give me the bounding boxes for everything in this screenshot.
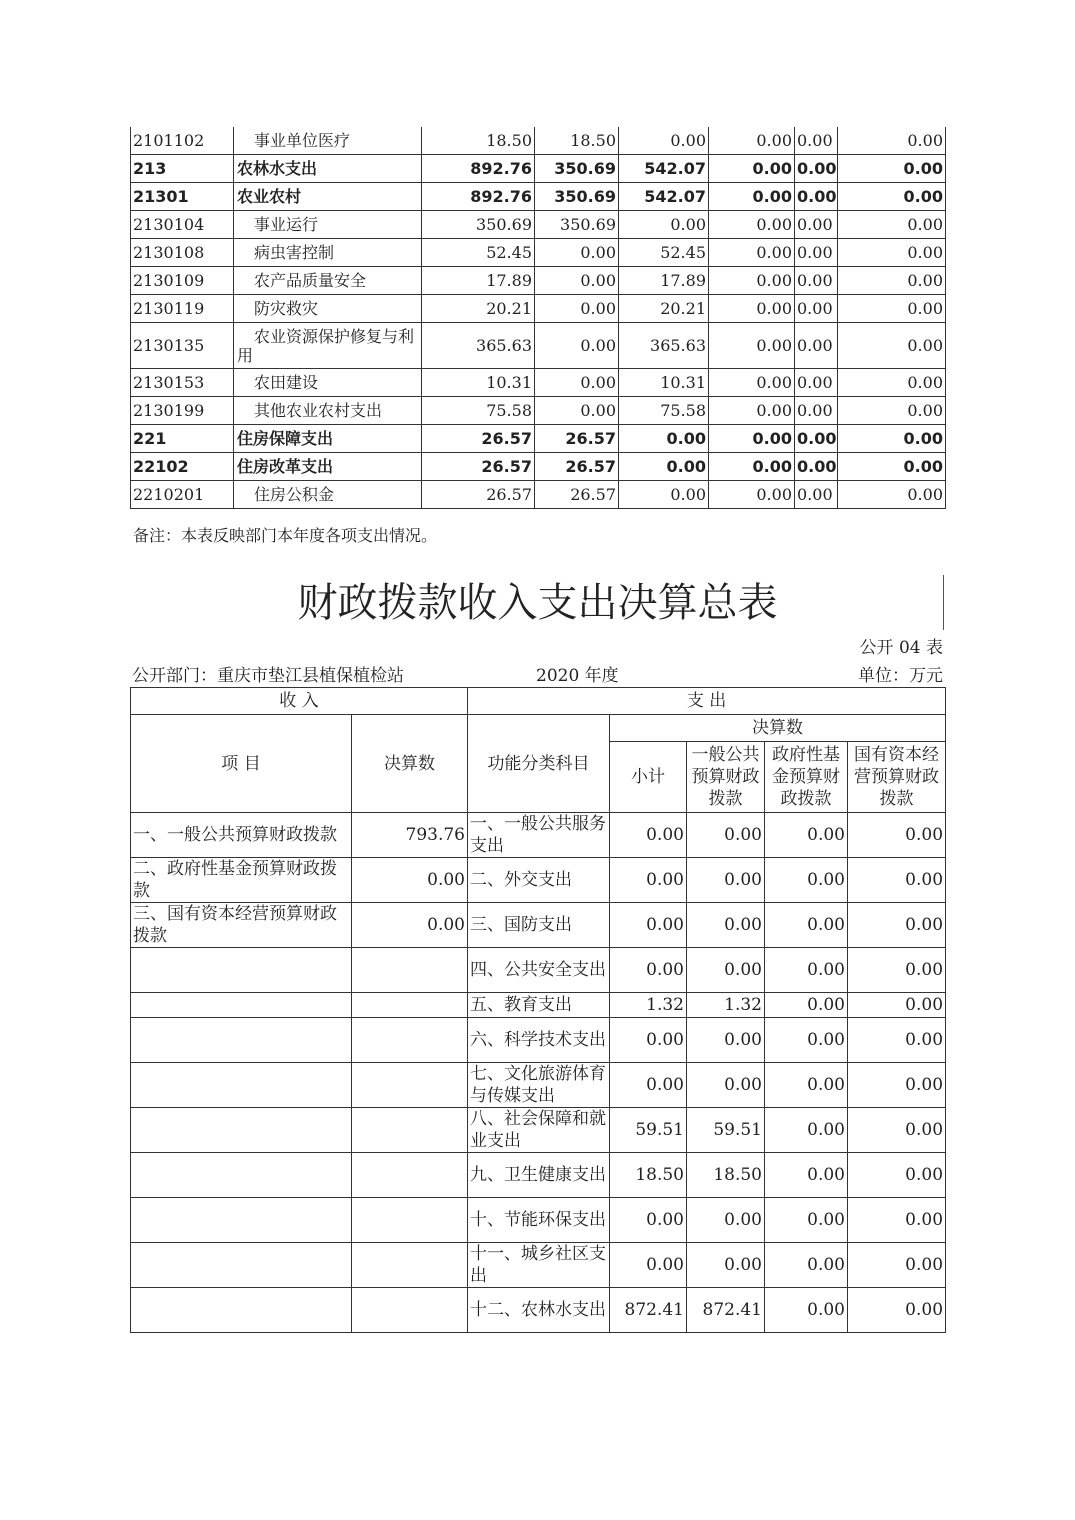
row-value: 0.00 bbox=[709, 397, 795, 425]
row-code: 2130153 bbox=[131, 369, 234, 397]
row-project: 542.07 bbox=[619, 155, 709, 183]
table-row bbox=[131, 1018, 946, 1063]
table-row bbox=[131, 1198, 946, 1243]
fund-budget-value: 0.00 bbox=[765, 813, 848, 858]
row-basic: 350.69 bbox=[535, 211, 619, 239]
row-value: 0.00 bbox=[795, 239, 838, 267]
general-budget-value: 0.00 bbox=[687, 858, 765, 903]
row-name: 事业运行 bbox=[234, 211, 422, 239]
subtotal-value: 0.00 bbox=[610, 948, 687, 993]
row-basic: 26.57 bbox=[535, 453, 619, 481]
row-value: 0.00 bbox=[838, 127, 946, 155]
subtotal-value: 0.00 bbox=[610, 1243, 687, 1288]
income-amount bbox=[352, 1243, 468, 1288]
col-general-header: 一般公共预算财政拨款 bbox=[687, 742, 765, 813]
fund-budget-value: 0.00 bbox=[765, 1063, 848, 1108]
col-subtotal-header: 小计 bbox=[610, 742, 687, 813]
fund-budget-value: 0.00 bbox=[765, 993, 848, 1018]
row-basic: 26.57 bbox=[535, 425, 619, 453]
table-row bbox=[131, 127, 946, 155]
income-amount bbox=[352, 1153, 468, 1198]
row-code: 2130135 bbox=[131, 323, 234, 369]
table-row bbox=[131, 369, 946, 397]
row-value: 0.00 bbox=[838, 239, 946, 267]
row-value: 0.00 bbox=[838, 397, 946, 425]
row-code: 2210201 bbox=[131, 481, 234, 509]
page-title: 财政拨款收入支出决算总表 bbox=[297, 580, 778, 626]
row-name: 病虫害控制 bbox=[234, 239, 422, 267]
table-row bbox=[131, 1108, 946, 1153]
row-total: 365.63 bbox=[422, 323, 535, 369]
soe-budget-value: 0.00 bbox=[848, 1198, 946, 1243]
table-row bbox=[131, 397, 946, 425]
soe-budget-value: 0.00 bbox=[848, 1063, 946, 1108]
table-row bbox=[131, 813, 946, 858]
income-item bbox=[131, 993, 352, 1018]
income-item bbox=[131, 1018, 352, 1063]
row-name: 农田建设 bbox=[234, 369, 422, 397]
row-name: 农业农村 bbox=[234, 183, 422, 211]
row-value: 0.00 bbox=[795, 425, 838, 453]
subtotal-value: 59.51 bbox=[610, 1108, 687, 1153]
general-budget-value: 872.41 bbox=[687, 1288, 765, 1333]
table-row bbox=[131, 481, 946, 509]
row-code: 2130199 bbox=[131, 397, 234, 425]
row-total: 75.58 bbox=[422, 397, 535, 425]
row-total: 350.69 bbox=[422, 211, 535, 239]
soe-budget-value: 0.00 bbox=[848, 1018, 946, 1063]
table-row bbox=[131, 211, 946, 239]
table-row bbox=[131, 183, 946, 211]
soe-budget-value: 0.00 bbox=[848, 858, 946, 903]
row-basic: 350.69 bbox=[535, 183, 619, 211]
fund-budget-value: 0.00 bbox=[765, 1243, 848, 1288]
col-function-header: 功能分类科目 bbox=[468, 715, 610, 813]
row-basic: 0.00 bbox=[535, 267, 619, 295]
fund-budget-value: 0.00 bbox=[765, 1198, 848, 1243]
fund-budget-value: 0.00 bbox=[765, 948, 848, 993]
fiscal-summary-table bbox=[130, 687, 946, 1333]
row-value: 0.00 bbox=[838, 481, 946, 509]
row-basic: 0.00 bbox=[535, 397, 619, 425]
row-project: 365.63 bbox=[619, 323, 709, 369]
function-category: 十一、城乡社区支出 bbox=[468, 1243, 610, 1288]
income-item bbox=[131, 1198, 352, 1243]
row-project: 20.21 bbox=[619, 295, 709, 323]
row-total: 18.50 bbox=[422, 127, 535, 155]
row-value: 0.00 bbox=[795, 481, 838, 509]
row-project: 0.00 bbox=[619, 481, 709, 509]
income-item bbox=[131, 1243, 352, 1288]
row-value: 0.00 bbox=[709, 323, 795, 369]
row-value: 0.00 bbox=[838, 323, 946, 369]
row-value: 0.00 bbox=[709, 127, 795, 155]
table-row bbox=[131, 295, 946, 323]
col-fund-header: 政府性基金预算财政拨款 bbox=[765, 742, 848, 813]
general-budget-value: 0.00 bbox=[687, 1243, 765, 1288]
row-value: 0.00 bbox=[709, 369, 795, 397]
row-value: 0.00 bbox=[795, 453, 838, 481]
income-amount bbox=[352, 1063, 468, 1108]
subtotal-value: 0.00 bbox=[610, 1198, 687, 1243]
general-budget-value: 0.00 bbox=[687, 1063, 765, 1108]
fund-budget-value: 0.00 bbox=[765, 903, 848, 948]
table-row bbox=[131, 993, 946, 1018]
table-row bbox=[131, 948, 946, 993]
row-code: 22102 bbox=[131, 453, 234, 481]
soe-budget-value: 0.00 bbox=[848, 1243, 946, 1288]
col-amount-header: 决算数 bbox=[352, 715, 468, 813]
fund-budget-value: 0.00 bbox=[765, 858, 848, 903]
income-amount: 0.00 bbox=[352, 858, 468, 903]
soe-budget-value: 0.00 bbox=[848, 903, 946, 948]
row-value: 0.00 bbox=[709, 295, 795, 323]
soe-budget-value: 0.00 bbox=[848, 813, 946, 858]
function-category: 十二、农林水支出 bbox=[468, 1288, 610, 1333]
income-amount: 793.76 bbox=[352, 813, 468, 858]
income-item bbox=[131, 1153, 352, 1198]
row-value: 0.00 bbox=[709, 211, 795, 239]
row-value: 0.00 bbox=[838, 425, 946, 453]
general-budget-value: 0.00 bbox=[687, 948, 765, 993]
general-budget-value: 18.50 bbox=[687, 1153, 765, 1198]
row-value: 0.00 bbox=[709, 481, 795, 509]
income-item: 一、一般公共预算财政拨款 bbox=[131, 813, 352, 858]
row-project: 75.58 bbox=[619, 397, 709, 425]
table-row bbox=[131, 425, 946, 453]
row-value: 0.00 bbox=[795, 295, 838, 323]
function-category: 四、公共安全支出 bbox=[468, 948, 610, 993]
function-category: 五、教育支出 bbox=[468, 993, 610, 1018]
row-value: 0.00 bbox=[838, 267, 946, 295]
expense-header: 支 出 bbox=[468, 688, 946, 715]
expense-detail-table bbox=[130, 127, 946, 509]
row-project: 0.00 bbox=[619, 425, 709, 453]
row-code: 2130119 bbox=[131, 295, 234, 323]
row-project: 17.89 bbox=[619, 267, 709, 295]
row-name: 防灾救灾 bbox=[234, 295, 422, 323]
table-row bbox=[131, 1243, 946, 1288]
subtotal-value: 1.32 bbox=[610, 993, 687, 1018]
row-value: 0.00 bbox=[795, 397, 838, 425]
soe-budget-value: 0.00 bbox=[848, 1153, 946, 1198]
row-basic: 0.00 bbox=[535, 239, 619, 267]
income-amount bbox=[352, 1108, 468, 1153]
soe-budget-value: 0.00 bbox=[848, 1108, 946, 1153]
function-category: 十、节能环保支出 bbox=[468, 1198, 610, 1243]
row-value: 0.00 bbox=[838, 183, 946, 211]
row-project: 10.31 bbox=[619, 369, 709, 397]
function-category: 九、卫生健康支出 bbox=[468, 1153, 610, 1198]
general-budget-value: 0.00 bbox=[687, 813, 765, 858]
row-project: 0.00 bbox=[619, 453, 709, 481]
subtotal-value: 872.41 bbox=[610, 1288, 687, 1333]
row-project: 0.00 bbox=[619, 127, 709, 155]
income-header: 收 入 bbox=[131, 688, 468, 715]
row-code: 2130104 bbox=[131, 211, 234, 239]
row-total: 10.31 bbox=[422, 369, 535, 397]
general-budget-value: 59.51 bbox=[687, 1108, 765, 1153]
subtotal-value: 0.00 bbox=[610, 813, 687, 858]
row-value: 0.00 bbox=[709, 453, 795, 481]
row-total: 26.57 bbox=[422, 425, 535, 453]
table-row bbox=[131, 453, 946, 481]
row-basic: 0.00 bbox=[535, 369, 619, 397]
row-value: 0.00 bbox=[795, 369, 838, 397]
row-total: 20.21 bbox=[422, 295, 535, 323]
table-row bbox=[131, 1153, 946, 1198]
table-row bbox=[131, 155, 946, 183]
row-total: 26.57 bbox=[422, 481, 535, 509]
table-row bbox=[131, 239, 946, 267]
general-budget-value: 0.00 bbox=[687, 1018, 765, 1063]
row-code: 221 bbox=[131, 425, 234, 453]
general-budget-value: 0.00 bbox=[687, 903, 765, 948]
subtotal-value: 0.00 bbox=[610, 1063, 687, 1108]
subtotal-value: 0.00 bbox=[610, 858, 687, 903]
row-value: 0.00 bbox=[795, 323, 838, 369]
row-total: 892.76 bbox=[422, 183, 535, 211]
row-value: 0.00 bbox=[838, 211, 946, 239]
fund-budget-value: 0.00 bbox=[765, 1288, 848, 1333]
table-row bbox=[131, 858, 946, 903]
soe-budget-value: 0.00 bbox=[848, 1288, 946, 1333]
general-budget-value: 1.32 bbox=[687, 993, 765, 1018]
row-basic: 0.00 bbox=[535, 295, 619, 323]
soe-budget-value: 0.00 bbox=[848, 993, 946, 1018]
income-amount bbox=[352, 948, 468, 993]
row-value: 0.00 bbox=[838, 295, 946, 323]
row-basic: 350.69 bbox=[535, 155, 619, 183]
fund-budget-value: 0.00 bbox=[765, 1108, 848, 1153]
table-row bbox=[131, 903, 946, 948]
row-value: 0.00 bbox=[838, 369, 946, 397]
row-project: 52.45 bbox=[619, 239, 709, 267]
function-category: 七、文化旅游体育与传媒支出 bbox=[468, 1063, 610, 1108]
fund-budget-value: 0.00 bbox=[765, 1018, 848, 1063]
row-value: 0.00 bbox=[838, 453, 946, 481]
row-name: 住房改革支出 bbox=[234, 453, 422, 481]
function-category: 三、国防支出 bbox=[468, 903, 610, 948]
function-category: 八、社会保障和就业支出 bbox=[468, 1108, 610, 1153]
income-amount bbox=[352, 1018, 468, 1063]
col-item-header: 项 目 bbox=[131, 715, 352, 813]
row-value: 0.00 bbox=[795, 267, 838, 295]
row-total: 52.45 bbox=[422, 239, 535, 267]
row-project: 542.07 bbox=[619, 183, 709, 211]
table-row bbox=[131, 323, 946, 369]
function-category: 一、一般公共服务支出 bbox=[468, 813, 610, 858]
income-amount bbox=[352, 993, 468, 1018]
row-value: 0.00 bbox=[709, 267, 795, 295]
row-total: 892.76 bbox=[422, 155, 535, 183]
row-code: 21301 bbox=[131, 183, 234, 211]
row-basic: 26.57 bbox=[535, 481, 619, 509]
row-value: 0.00 bbox=[709, 239, 795, 267]
subtotal-value: 18.50 bbox=[610, 1153, 687, 1198]
table-row bbox=[131, 267, 946, 295]
row-name: 住房保障支出 bbox=[234, 425, 422, 453]
row-basic: 18.50 bbox=[535, 127, 619, 155]
table-row bbox=[131, 1288, 946, 1333]
subtotal-value: 0.00 bbox=[610, 903, 687, 948]
income-item bbox=[131, 1108, 352, 1153]
unit-label: 单位：万元 bbox=[858, 666, 943, 686]
income-item: 二、政府性基金预算财政拨款 bbox=[131, 858, 352, 903]
soe-budget-value: 0.00 bbox=[848, 948, 946, 993]
income-amount: 0.00 bbox=[352, 903, 468, 948]
row-code: 2101102 bbox=[131, 127, 234, 155]
subtotal-value: 0.00 bbox=[610, 1018, 687, 1063]
row-value: 0.00 bbox=[795, 127, 838, 155]
function-category: 六、科学技术支出 bbox=[468, 1018, 610, 1063]
fund-budget-value: 0.00 bbox=[765, 1153, 848, 1198]
income-amount bbox=[352, 1198, 468, 1243]
income-amount bbox=[352, 1288, 468, 1333]
row-value: 0.00 bbox=[795, 211, 838, 239]
row-value: 0.00 bbox=[709, 183, 795, 211]
row-name: 农产品质量安全 bbox=[234, 267, 422, 295]
row-total: 26.57 bbox=[422, 453, 535, 481]
row-code: 213 bbox=[131, 155, 234, 183]
row-code: 2130108 bbox=[131, 239, 234, 267]
row-name: 农业资源保护修复与利用 bbox=[234, 323, 422, 369]
row-value: 0.00 bbox=[838, 155, 946, 183]
col-final-header: 决算数 bbox=[610, 715, 946, 742]
row-project: 0.00 bbox=[619, 211, 709, 239]
row-total: 17.89 bbox=[422, 267, 535, 295]
row-value: 0.00 bbox=[709, 155, 795, 183]
income-item bbox=[131, 1063, 352, 1108]
row-name: 其他农业农村支出 bbox=[234, 397, 422, 425]
function-category: 二、外交支出 bbox=[468, 858, 610, 903]
row-value: 0.00 bbox=[709, 425, 795, 453]
department-label: 公开部门：重庆市垫江县植保植检站 bbox=[132, 666, 404, 686]
table-row bbox=[131, 1063, 946, 1108]
table-note: 备注：本表反映部门本年度各项支出情况。 bbox=[133, 526, 438, 545]
fiscal-year: 2020 年度 bbox=[536, 666, 619, 686]
row-code: 2130109 bbox=[131, 267, 234, 295]
row-basic: 0.00 bbox=[535, 323, 619, 369]
row-name: 住房公积金 bbox=[234, 481, 422, 509]
income-item bbox=[131, 1288, 352, 1333]
income-item: 三、国有资本经营预算财政拨款 bbox=[131, 903, 352, 948]
row-name: 农林水支出 bbox=[234, 155, 422, 183]
income-item bbox=[131, 948, 352, 993]
general-budget-value: 0.00 bbox=[687, 1198, 765, 1243]
col-soe-header: 国有资本经营预算财政拨款 bbox=[848, 742, 946, 813]
row-value: 0.00 bbox=[795, 183, 838, 211]
row-name: 事业单位医疗 bbox=[234, 127, 422, 155]
form-number: 公开 04 表 bbox=[859, 638, 943, 658]
row-value: 0.00 bbox=[795, 155, 838, 183]
